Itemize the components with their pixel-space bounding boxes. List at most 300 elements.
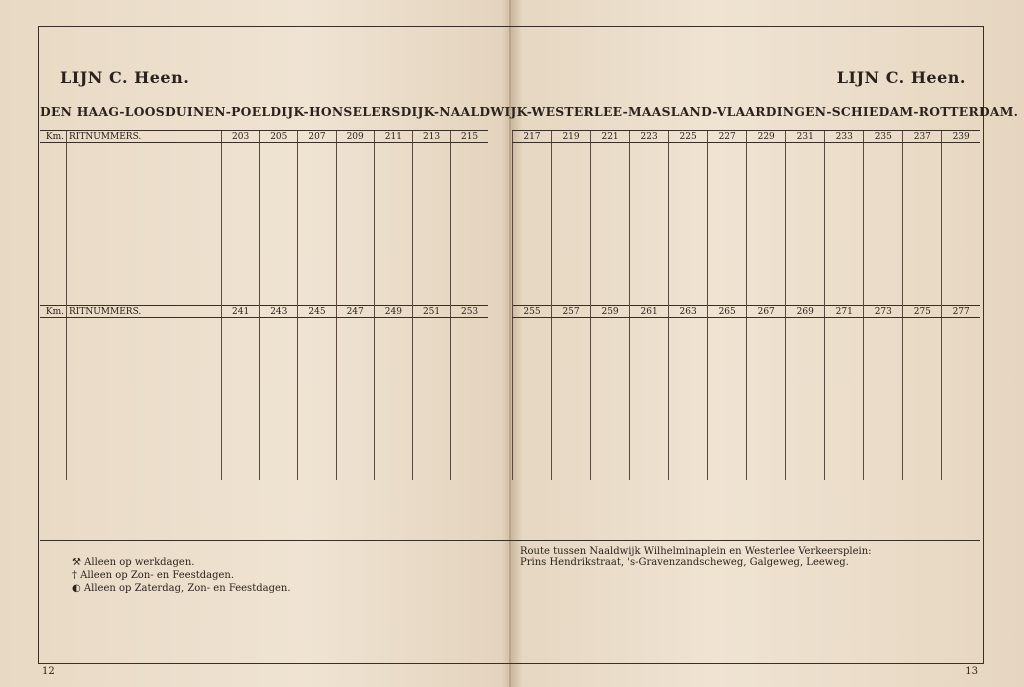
time-cell	[552, 295, 591, 306]
time-cell	[336, 193, 374, 203]
time-cell	[942, 348, 980, 358]
time-cell	[412, 173, 450, 183]
time-cell	[412, 404, 450, 414]
time-cell	[412, 358, 450, 368]
time-cell	[222, 219, 260, 229]
footer-divider	[40, 540, 980, 541]
time-cell	[451, 153, 488, 163]
time-cell	[708, 440, 747, 450]
time-cell	[336, 318, 374, 329]
time-cell	[903, 470, 942, 480]
time-cell	[222, 245, 260, 255]
time-cell	[451, 275, 488, 285]
time-cell	[786, 295, 825, 306]
route-note	[520, 546, 872, 568]
time-cell	[591, 163, 630, 173]
time-cell	[708, 285, 747, 295]
time-cell	[513, 173, 552, 183]
trip-number: 249	[374, 306, 412, 318]
time-cell	[451, 348, 488, 358]
time-cell	[864, 143, 903, 154]
time-cell	[825, 328, 864, 338]
trip-number: 219	[552, 131, 591, 143]
time-cell	[513, 348, 552, 358]
time-cell	[451, 173, 488, 183]
time-cell	[786, 450, 825, 460]
time-cell	[552, 470, 591, 480]
time-cell	[903, 285, 942, 295]
time-cell	[825, 420, 864, 430]
time-cell	[747, 285, 786, 295]
trip-number: 263	[669, 306, 708, 318]
time-cell	[864, 173, 903, 183]
time-cell	[374, 275, 412, 285]
time-cell	[298, 318, 336, 329]
time-cell	[552, 318, 591, 329]
time-cell	[513, 209, 552, 219]
time-cell	[222, 173, 260, 183]
time-cell	[552, 229, 591, 239]
time-cell	[591, 193, 630, 203]
time-cell	[260, 193, 298, 203]
time-cell	[412, 295, 450, 306]
time-cell	[903, 229, 942, 239]
time-cell	[591, 265, 630, 275]
time-cell	[298, 295, 336, 306]
time-cell	[864, 440, 903, 450]
time-cell	[336, 470, 374, 480]
time-cell	[669, 348, 708, 358]
time-cell	[669, 295, 708, 306]
time-cell	[336, 209, 374, 219]
time-cell	[864, 450, 903, 460]
time-cell	[591, 470, 630, 480]
time-cell	[903, 255, 942, 265]
time-cell	[630, 394, 669, 404]
trip-number: 229	[747, 131, 786, 143]
time-cell	[260, 404, 298, 414]
time-cell	[630, 420, 669, 430]
time-cell	[942, 163, 980, 173]
trip-number: 239	[942, 131, 980, 143]
time-cell	[374, 255, 412, 265]
time-cell	[747, 358, 786, 368]
trip-number: 243	[260, 306, 298, 318]
timetable-left	[40, 130, 488, 480]
time-cell	[222, 430, 260, 440]
time-cell	[708, 470, 747, 480]
time-cell	[747, 328, 786, 338]
trip-number: 235	[864, 131, 903, 143]
time-cell	[630, 163, 669, 173]
time-cell	[669, 163, 708, 173]
trip-number: 269	[786, 306, 825, 318]
time-cell	[513, 245, 552, 255]
time-cell	[864, 384, 903, 394]
time-cell	[669, 209, 708, 219]
time-cell	[942, 255, 980, 265]
time-cell	[513, 450, 552, 460]
time-cell	[825, 440, 864, 450]
time-cell	[747, 404, 786, 414]
time-cell	[412, 209, 450, 219]
time-cell	[412, 229, 450, 239]
time-cell	[451, 209, 488, 219]
time-cell	[786, 143, 825, 154]
time-cell	[298, 143, 336, 154]
time-cell	[336, 229, 374, 239]
time-cell	[903, 384, 942, 394]
time-cell	[260, 209, 298, 219]
time-cell	[864, 394, 903, 404]
time-cell	[942, 153, 980, 163]
time-cell	[513, 285, 552, 295]
time-cell	[747, 384, 786, 394]
time-cell	[222, 394, 260, 404]
time-cell	[374, 470, 412, 480]
trip-number: 257	[552, 306, 591, 318]
time-cell	[630, 358, 669, 368]
time-cell	[451, 163, 488, 173]
time-cell	[298, 193, 336, 203]
time-cell	[942, 193, 980, 203]
time-cell	[513, 460, 552, 470]
time-cell	[825, 368, 864, 378]
time-cell	[903, 219, 942, 229]
time-cell	[451, 384, 488, 394]
time-cell	[825, 183, 864, 193]
time-cell	[903, 265, 942, 275]
time-cell	[298, 420, 336, 430]
time-cell	[669, 143, 708, 154]
time-cell	[451, 470, 488, 480]
time-cell	[708, 265, 747, 275]
time-cell	[298, 430, 336, 440]
time-cell	[825, 384, 864, 394]
time-cell	[630, 255, 669, 265]
time-cell	[864, 368, 903, 378]
route-note-line1: Route tussen Naaldwijk Wilhelminaplein en Westerlee Verkeersplein:	[520, 546, 872, 557]
time-cell	[298, 404, 336, 414]
time-cell	[903, 173, 942, 183]
time-cell	[708, 348, 747, 358]
time-cell	[864, 209, 903, 219]
time-cell	[786, 265, 825, 275]
legend-weekdays: ⚒ Alleen op werkdagen.	[72, 557, 195, 568]
time-cell	[786, 440, 825, 450]
time-cell	[825, 275, 864, 285]
time-cell	[260, 430, 298, 440]
time-cell	[374, 265, 412, 275]
time-cell	[374, 348, 412, 358]
time-cell	[747, 470, 786, 480]
time-cell	[630, 193, 669, 203]
trip-number: 225	[669, 131, 708, 143]
time-cell	[591, 143, 630, 154]
time-cell	[864, 460, 903, 470]
time-cell	[552, 358, 591, 368]
time-cell	[412, 318, 450, 329]
time-cell	[336, 404, 374, 414]
time-cell	[552, 173, 591, 183]
time-cell	[336, 245, 374, 255]
time-cell	[222, 420, 260, 430]
time-cell	[222, 440, 260, 450]
time-cell	[336, 328, 374, 338]
time-cell	[903, 275, 942, 285]
time-cell	[374, 328, 412, 338]
time-cell	[451, 328, 488, 338]
time-cell	[513, 229, 552, 239]
time-cell	[747, 173, 786, 183]
time-cell	[669, 394, 708, 404]
time-cell	[591, 318, 630, 329]
time-cell	[591, 420, 630, 430]
trip-number: 267	[747, 306, 786, 318]
time-cell	[513, 153, 552, 163]
trip-number: 237	[903, 131, 942, 143]
time-cell	[552, 153, 591, 163]
time-cell	[786, 183, 825, 193]
time-cell	[412, 394, 450, 404]
time-cell	[451, 295, 488, 306]
time-cell	[786, 209, 825, 219]
time-cell	[864, 153, 903, 163]
time-cell	[786, 358, 825, 368]
time-cell	[374, 173, 412, 183]
time-cell	[260, 143, 298, 154]
time-cell	[336, 219, 374, 229]
time-cell	[513, 143, 552, 154]
time-cell	[451, 338, 488, 348]
time-cell	[513, 404, 552, 414]
time-cell	[786, 153, 825, 163]
time-cell	[942, 368, 980, 378]
time-cell	[552, 255, 591, 265]
time-cell	[669, 193, 708, 203]
time-cell	[260, 338, 298, 348]
time-cell	[298, 209, 336, 219]
time-cell	[825, 404, 864, 414]
time-cell	[942, 420, 980, 430]
time-cell	[708, 328, 747, 338]
time-cell	[591, 460, 630, 470]
trip-number: 203	[222, 131, 260, 143]
trip-number: 221	[591, 131, 630, 143]
time-cell	[260, 450, 298, 460]
time-cell	[747, 318, 786, 329]
time-cell	[336, 143, 374, 154]
time-cell	[222, 275, 260, 285]
time-cell	[747, 219, 786, 229]
time-cell	[298, 348, 336, 358]
time-cell	[298, 255, 336, 265]
time-cell	[374, 219, 412, 229]
time-cell	[513, 430, 552, 440]
time-cell	[942, 143, 980, 154]
time-cell	[222, 368, 260, 378]
time-cell	[222, 358, 260, 368]
time-cell	[513, 163, 552, 173]
time-cell	[630, 173, 669, 183]
time-cell	[260, 183, 298, 193]
page-number-right: 13	[965, 666, 978, 677]
time-cell	[374, 209, 412, 219]
time-cell	[222, 193, 260, 203]
time-cell	[374, 153, 412, 163]
time-cell	[591, 450, 630, 460]
time-cell	[513, 358, 552, 368]
time-cell	[591, 219, 630, 229]
time-cell	[412, 275, 450, 285]
time-cell	[374, 193, 412, 203]
time-cell	[336, 153, 374, 163]
time-cell	[222, 265, 260, 275]
time-cell	[825, 229, 864, 239]
time-cell	[747, 338, 786, 348]
time-cell	[222, 460, 260, 470]
time-cell	[825, 209, 864, 219]
time-cell	[747, 394, 786, 404]
time-cell	[336, 173, 374, 183]
time-cell	[903, 404, 942, 414]
time-cell	[942, 440, 980, 450]
time-cell	[864, 245, 903, 255]
time-cell	[591, 285, 630, 295]
line-title-right: LIJN C. Heen.	[836, 68, 966, 87]
time-cell	[708, 153, 747, 163]
time-cell	[630, 470, 669, 480]
time-cell	[864, 163, 903, 173]
time-cell	[336, 450, 374, 460]
time-cell	[942, 318, 980, 329]
time-cell	[222, 143, 260, 154]
time-cell	[786, 163, 825, 173]
time-cell	[708, 295, 747, 306]
trip-number: 271	[825, 306, 864, 318]
time-cell	[412, 420, 450, 430]
time-cell	[864, 265, 903, 275]
time-cell	[864, 328, 903, 338]
time-cell	[298, 265, 336, 275]
time-cell	[374, 394, 412, 404]
km-header: Km.	[40, 131, 67, 143]
time-cell	[786, 328, 825, 338]
time-cell	[786, 368, 825, 378]
time-cell	[669, 183, 708, 193]
time-cell	[451, 440, 488, 450]
time-cell	[451, 394, 488, 404]
time-cell	[630, 440, 669, 450]
time-cell	[298, 470, 336, 480]
time-cell	[222, 470, 260, 480]
time-cell	[630, 384, 669, 394]
time-cell	[669, 404, 708, 414]
time-cell	[591, 394, 630, 404]
route-title: DEN HAAG-LOOSDUINEN-POELDIJK-HONSELERSDIJK-NAALDWIJK-WESTERLEE-MAASLAND-VLAARDINGEN-SCHIEDAM-ROTTERDAM.	[40, 104, 1019, 119]
time-cell	[864, 358, 903, 368]
time-cell	[222, 450, 260, 460]
time-cell	[747, 420, 786, 430]
time-cell	[260, 368, 298, 378]
time-cell	[552, 219, 591, 229]
trip-number: 259	[591, 306, 630, 318]
time-cell	[412, 460, 450, 470]
time-cell	[451, 430, 488, 440]
time-cell	[591, 328, 630, 338]
time-cell	[903, 460, 942, 470]
time-cell	[222, 209, 260, 219]
time-cell	[903, 143, 942, 154]
time-cell	[374, 440, 412, 450]
time-cell	[513, 394, 552, 404]
time-cell	[864, 338, 903, 348]
time-cell	[336, 163, 374, 173]
time-cell	[630, 368, 669, 378]
time-cell	[630, 183, 669, 193]
time-cell	[412, 430, 450, 440]
time-cell	[412, 163, 450, 173]
time-cell	[942, 430, 980, 440]
time-cell	[942, 404, 980, 414]
time-cell	[669, 318, 708, 329]
time-cell	[630, 275, 669, 285]
time-cell	[451, 265, 488, 275]
time-cell	[708, 430, 747, 440]
time-cell	[336, 440, 374, 450]
time-cell	[630, 265, 669, 275]
time-cell	[260, 358, 298, 368]
time-cell	[374, 450, 412, 460]
time-cell	[942, 229, 980, 239]
time-cell	[669, 450, 708, 460]
time-cell	[374, 420, 412, 430]
time-cell	[336, 275, 374, 285]
time-cell	[260, 328, 298, 338]
time-cell	[222, 163, 260, 173]
time-cell	[412, 450, 450, 460]
time-cell	[864, 219, 903, 229]
time-cell	[298, 358, 336, 368]
time-cell	[942, 460, 980, 470]
time-cell	[864, 183, 903, 193]
time-cell	[552, 348, 591, 358]
time-cell	[903, 358, 942, 368]
time-cell	[222, 348, 260, 358]
time-cell	[552, 368, 591, 378]
time-cell	[786, 173, 825, 183]
time-cell	[412, 219, 450, 229]
time-cell	[708, 255, 747, 265]
time-cell	[552, 245, 591, 255]
time-cell	[903, 153, 942, 163]
time-cell	[903, 348, 942, 358]
trip-number: 277	[942, 306, 980, 318]
time-cell	[260, 440, 298, 450]
time-cell	[260, 173, 298, 183]
time-cell	[298, 328, 336, 338]
time-cell	[747, 229, 786, 239]
time-cell	[942, 470, 980, 480]
time-cell	[942, 219, 980, 229]
time-cell	[708, 404, 747, 414]
time-cell	[513, 328, 552, 338]
time-cell	[630, 245, 669, 255]
time-cell	[513, 470, 552, 480]
time-cell	[669, 153, 708, 163]
time-cell	[903, 394, 942, 404]
time-cell	[412, 265, 450, 275]
